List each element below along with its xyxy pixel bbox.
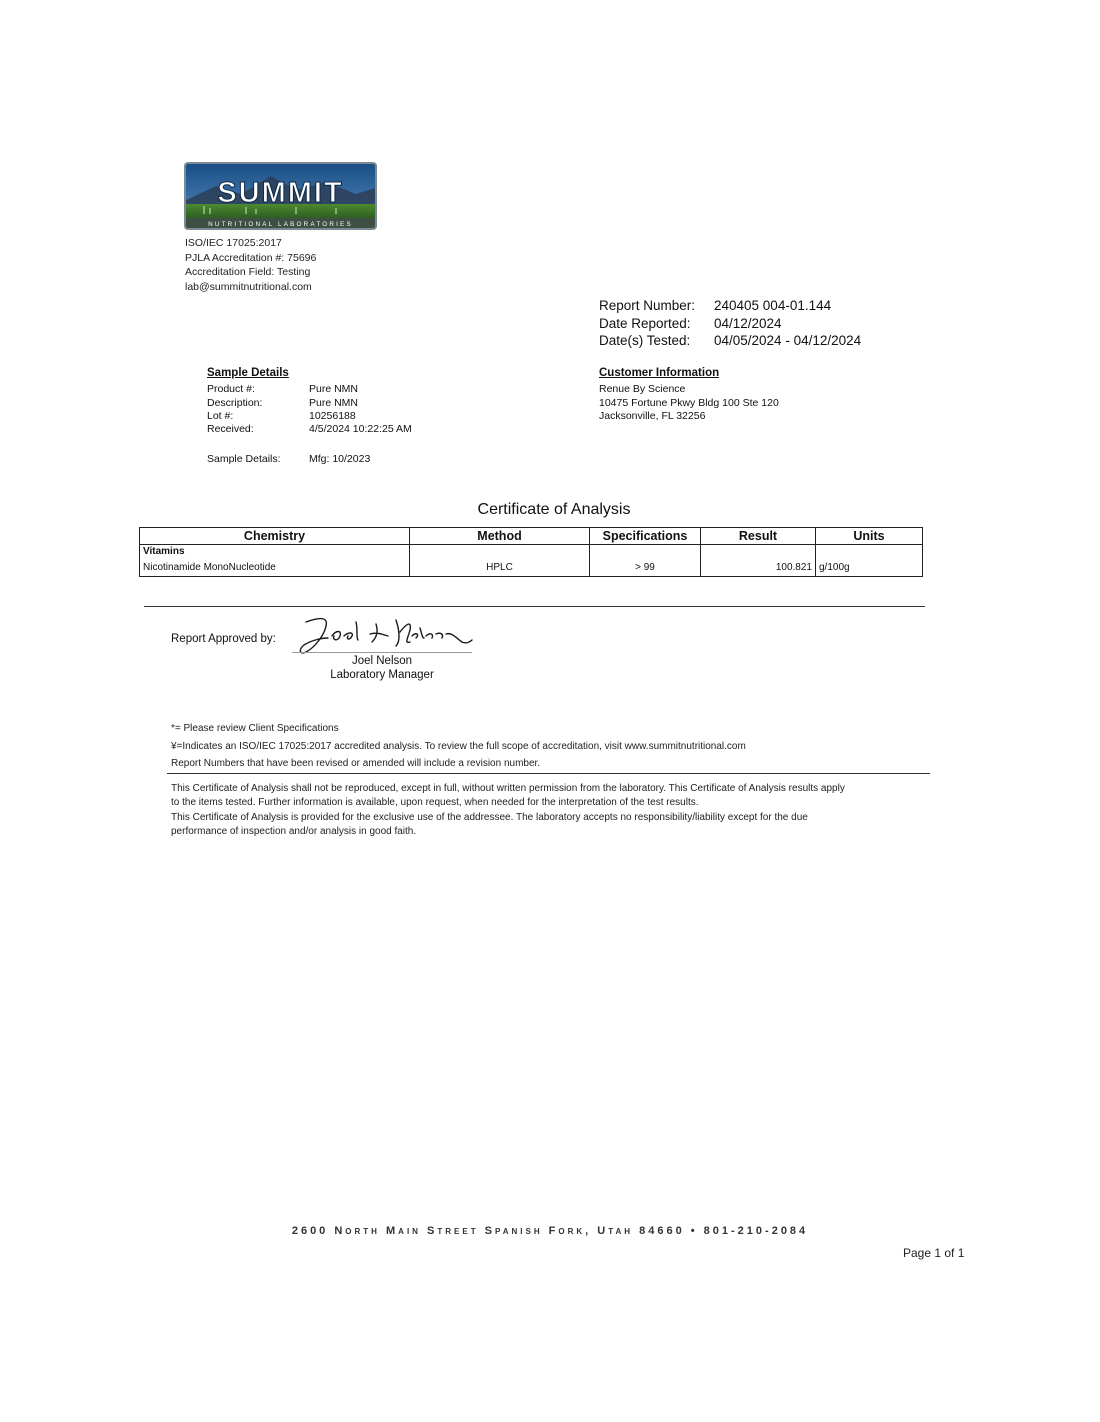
header-chemistry: Chemistry — [140, 528, 410, 545]
customer-information-title: Customer Information — [599, 367, 720, 379]
units-cell: g/100g — [816, 558, 923, 577]
notes — [171, 720, 746, 773]
customer-information — [599, 367, 779, 423]
customer-name: Renue By Science — [599, 383, 686, 396]
accreditation-field: Accreditation Field: Testing — [185, 266, 311, 278]
table-row — [140, 558, 923, 577]
table-header-row — [140, 528, 923, 545]
chemistry-cell: Nicotinamide MonoNucleotide — [140, 558, 410, 577]
customer-address-line1: 10475 Fortune Pkwy Bldg 100 Ste 120 — [599, 396, 779, 409]
divider — [144, 606, 925, 607]
product-label: Product #: — [207, 383, 255, 396]
disclaimer-line: This Certificate of Analysis shall not be reproduced, except in full, without written permission from the laboratory. This Certificate of Analysis results apply — [171, 783, 845, 794]
disclaimer-line: This Certificate of Analysis is provided for the exclusive use of the addressee. The laboratory accepts no responsibility/liability except for the due — [171, 811, 808, 823]
lab-email: lab@summitnutritional.com — [185, 280, 312, 293]
logo-tagline: NUTRITIONAL LABORATORIES — [208, 221, 353, 228]
report-meta — [599, 297, 861, 350]
received-label: Received: — [207, 423, 254, 436]
approved-by-label: Report Approved by: — [171, 633, 276, 645]
logo-graphic — [186, 164, 375, 228]
customer-address-line2: Jacksonville, FL 32256 — [599, 409, 706, 422]
date-reported-label: Date Reported: — [599, 315, 691, 331]
received-value: 4/5/2024 10:22:25 AM — [309, 423, 412, 436]
summit-logo — [184, 162, 377, 230]
approver-name: Joel Nelson — [351, 655, 413, 667]
lab-info — [185, 236, 316, 294]
logo-name: SUMMIT — [217, 177, 344, 209]
group-vitamins: Vitamins — [140, 545, 410, 559]
description-value: Pure NMN — [309, 396, 359, 409]
disclaimer-line: performance of inspection and/or analysis in good faith. — [171, 825, 417, 837]
header-result: Result — [701, 528, 816, 545]
header-specifications: Specifications — [590, 528, 701, 545]
description-label: Description: — [207, 396, 263, 409]
note-accredited-analysis: ¥=Indicates an ISO/IEC 17025:2017 accredited analysis. To review the full scope of accreditation, visit www.summitnutritional.com — [171, 740, 746, 752]
product-value: Pure NMN — [309, 383, 359, 396]
lot-label: Lot #: — [207, 409, 234, 422]
specifications-cell: > 99 — [590, 558, 701, 577]
footer-address: 2600 North Main Street Spanish Fork, Utah 84660 • 801-210-2084 — [291, 1225, 809, 1237]
date-reported: 04/12/2024 — [714, 315, 782, 331]
result-cell: 100.821 — [701, 558, 816, 577]
header-method: Method — [410, 528, 590, 545]
approver-title: Laboratory Manager — [330, 668, 434, 681]
sample-details-label: Sample Details: — [207, 453, 281, 466]
certificate-title: Certificate of Analysis — [477, 501, 631, 518]
header-units: Units — [816, 528, 923, 545]
sample-details-value: Mfg: 10/2023 — [309, 453, 371, 466]
method-cell: HPLC — [410, 558, 590, 577]
page-number: Page 1 of 1 — [903, 1246, 965, 1260]
sample-details-title: Sample Details — [207, 367, 289, 379]
signature-line — [292, 652, 472, 653]
divider — [167, 773, 930, 774]
accreditation-number: PJLA Accreditation #: 75696 — [185, 251, 317, 264]
sample-details — [207, 367, 412, 467]
report-number: 240405 004-01.144 — [714, 298, 832, 313]
accreditation-standard: ISO/IEC 17025:2017 — [185, 237, 282, 249]
disclaimer-line: to the items tested. Further information is available, upon request, when needed for the interpretation of the test results. — [171, 797, 699, 809]
note-revision: Report Numbers that have been revised or amended will include a revision number. — [171, 758, 541, 769]
dates-tested: 04/05/2024 - 04/12/2024 — [714, 333, 862, 348]
lot-value: 10256188 — [309, 409, 356, 422]
table-group-row — [140, 545, 923, 559]
results-table — [139, 527, 923, 577]
approver — [292, 655, 472, 682]
dates-tested-label: Date(s) Tested: — [599, 333, 691, 348]
disclaimer — [171, 782, 931, 839]
report-number-label: Report Number: — [599, 298, 696, 313]
note-client-specifications: *= Please review Client Specifications — [171, 723, 339, 734]
